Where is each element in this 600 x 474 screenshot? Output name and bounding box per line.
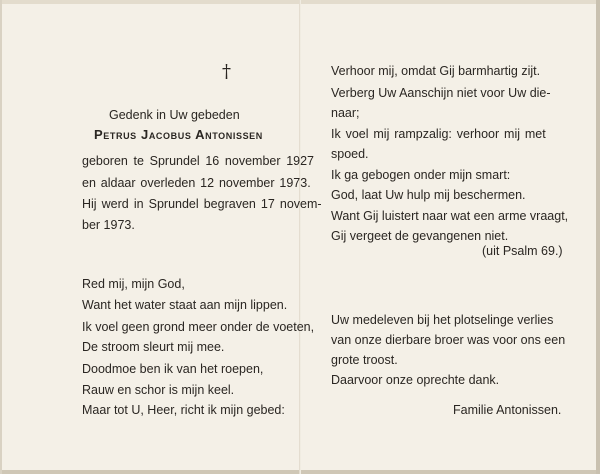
verse-line-3: Ik voel geen grond meer onder de voeten,: [82, 320, 315, 334]
bio-line-2: en aldaar overleden 12 november 1973.: [82, 176, 311, 190]
verse-line-5: Doodmoe ben ik van het roepen,: [82, 362, 264, 376]
verse-line-6: Rauw en schor is mijn keel.: [82, 383, 235, 397]
psalm-line-3: naar;: [331, 106, 360, 120]
thanks-line-3: grote troost.: [331, 353, 398, 367]
left-panel: [82, 0, 322, 474]
bio-line-4: ber 1973.: [82, 218, 135, 232]
psalm-line-1: Verhoor mij, omdat Gij barmhartig zijt.: [331, 64, 541, 78]
psalm-line-4: Ik voel mij rampzalig: verhoor mij met: [331, 127, 546, 141]
card-edge-left: [0, 0, 2, 474]
thanks-line-4: Daarvoor onze oprechte dank.: [331, 373, 500, 387]
verse-line-4: De stroom sleurt mij mee.: [82, 340, 225, 354]
card-fold: [299, 0, 301, 474]
psalm-line-7: God, laat Uw hulp mij beschermen.: [331, 188, 526, 202]
verse-line-7: Maar tot U, Heer, richt ik mijn gebed:: [82, 403, 285, 417]
bio-line-1: geboren te Sprundel 16 november 1927: [82, 154, 314, 168]
verse-line-1: Red mij, mijn God,: [82, 277, 185, 291]
psalm-line-5: spoed.: [331, 147, 369, 161]
bio-line-3: Hij werd in Sprundel begraven 17 novem-: [82, 197, 322, 211]
psalm-source: (uit Psalm 69.): [482, 244, 563, 258]
card-edge-right: [596, 0, 600, 474]
right-panel: [331, 0, 576, 474]
thanks-line-1: Uw medeleven bij het plotselinge verlies: [331, 313, 554, 327]
family-signature: Familie Antonissen.: [453, 403, 562, 417]
cross-icon: †: [222, 61, 231, 82]
verse-line-2: Want het water staat aan mijn lippen.: [82, 298, 288, 312]
psalm-line-8: Want Gij luistert naar wat een arme vraagt,: [331, 209, 569, 223]
intro-text: Gedenk in Uw gebeden: [109, 108, 240, 122]
psalm-line-9: Gij vergeet de gevangenen niet.: [331, 229, 509, 243]
psalm-line-6: Ik ga gebogen onder mijn smart:: [331, 168, 511, 182]
psalm-line-2: Verberg Uw Aanschijn niet voor Uw die-: [331, 86, 551, 100]
thanks-line-2: van onze dierbare broer was voor ons een: [331, 333, 566, 347]
deceased-name: Petrus Jacobus Antonissen: [94, 127, 263, 142]
